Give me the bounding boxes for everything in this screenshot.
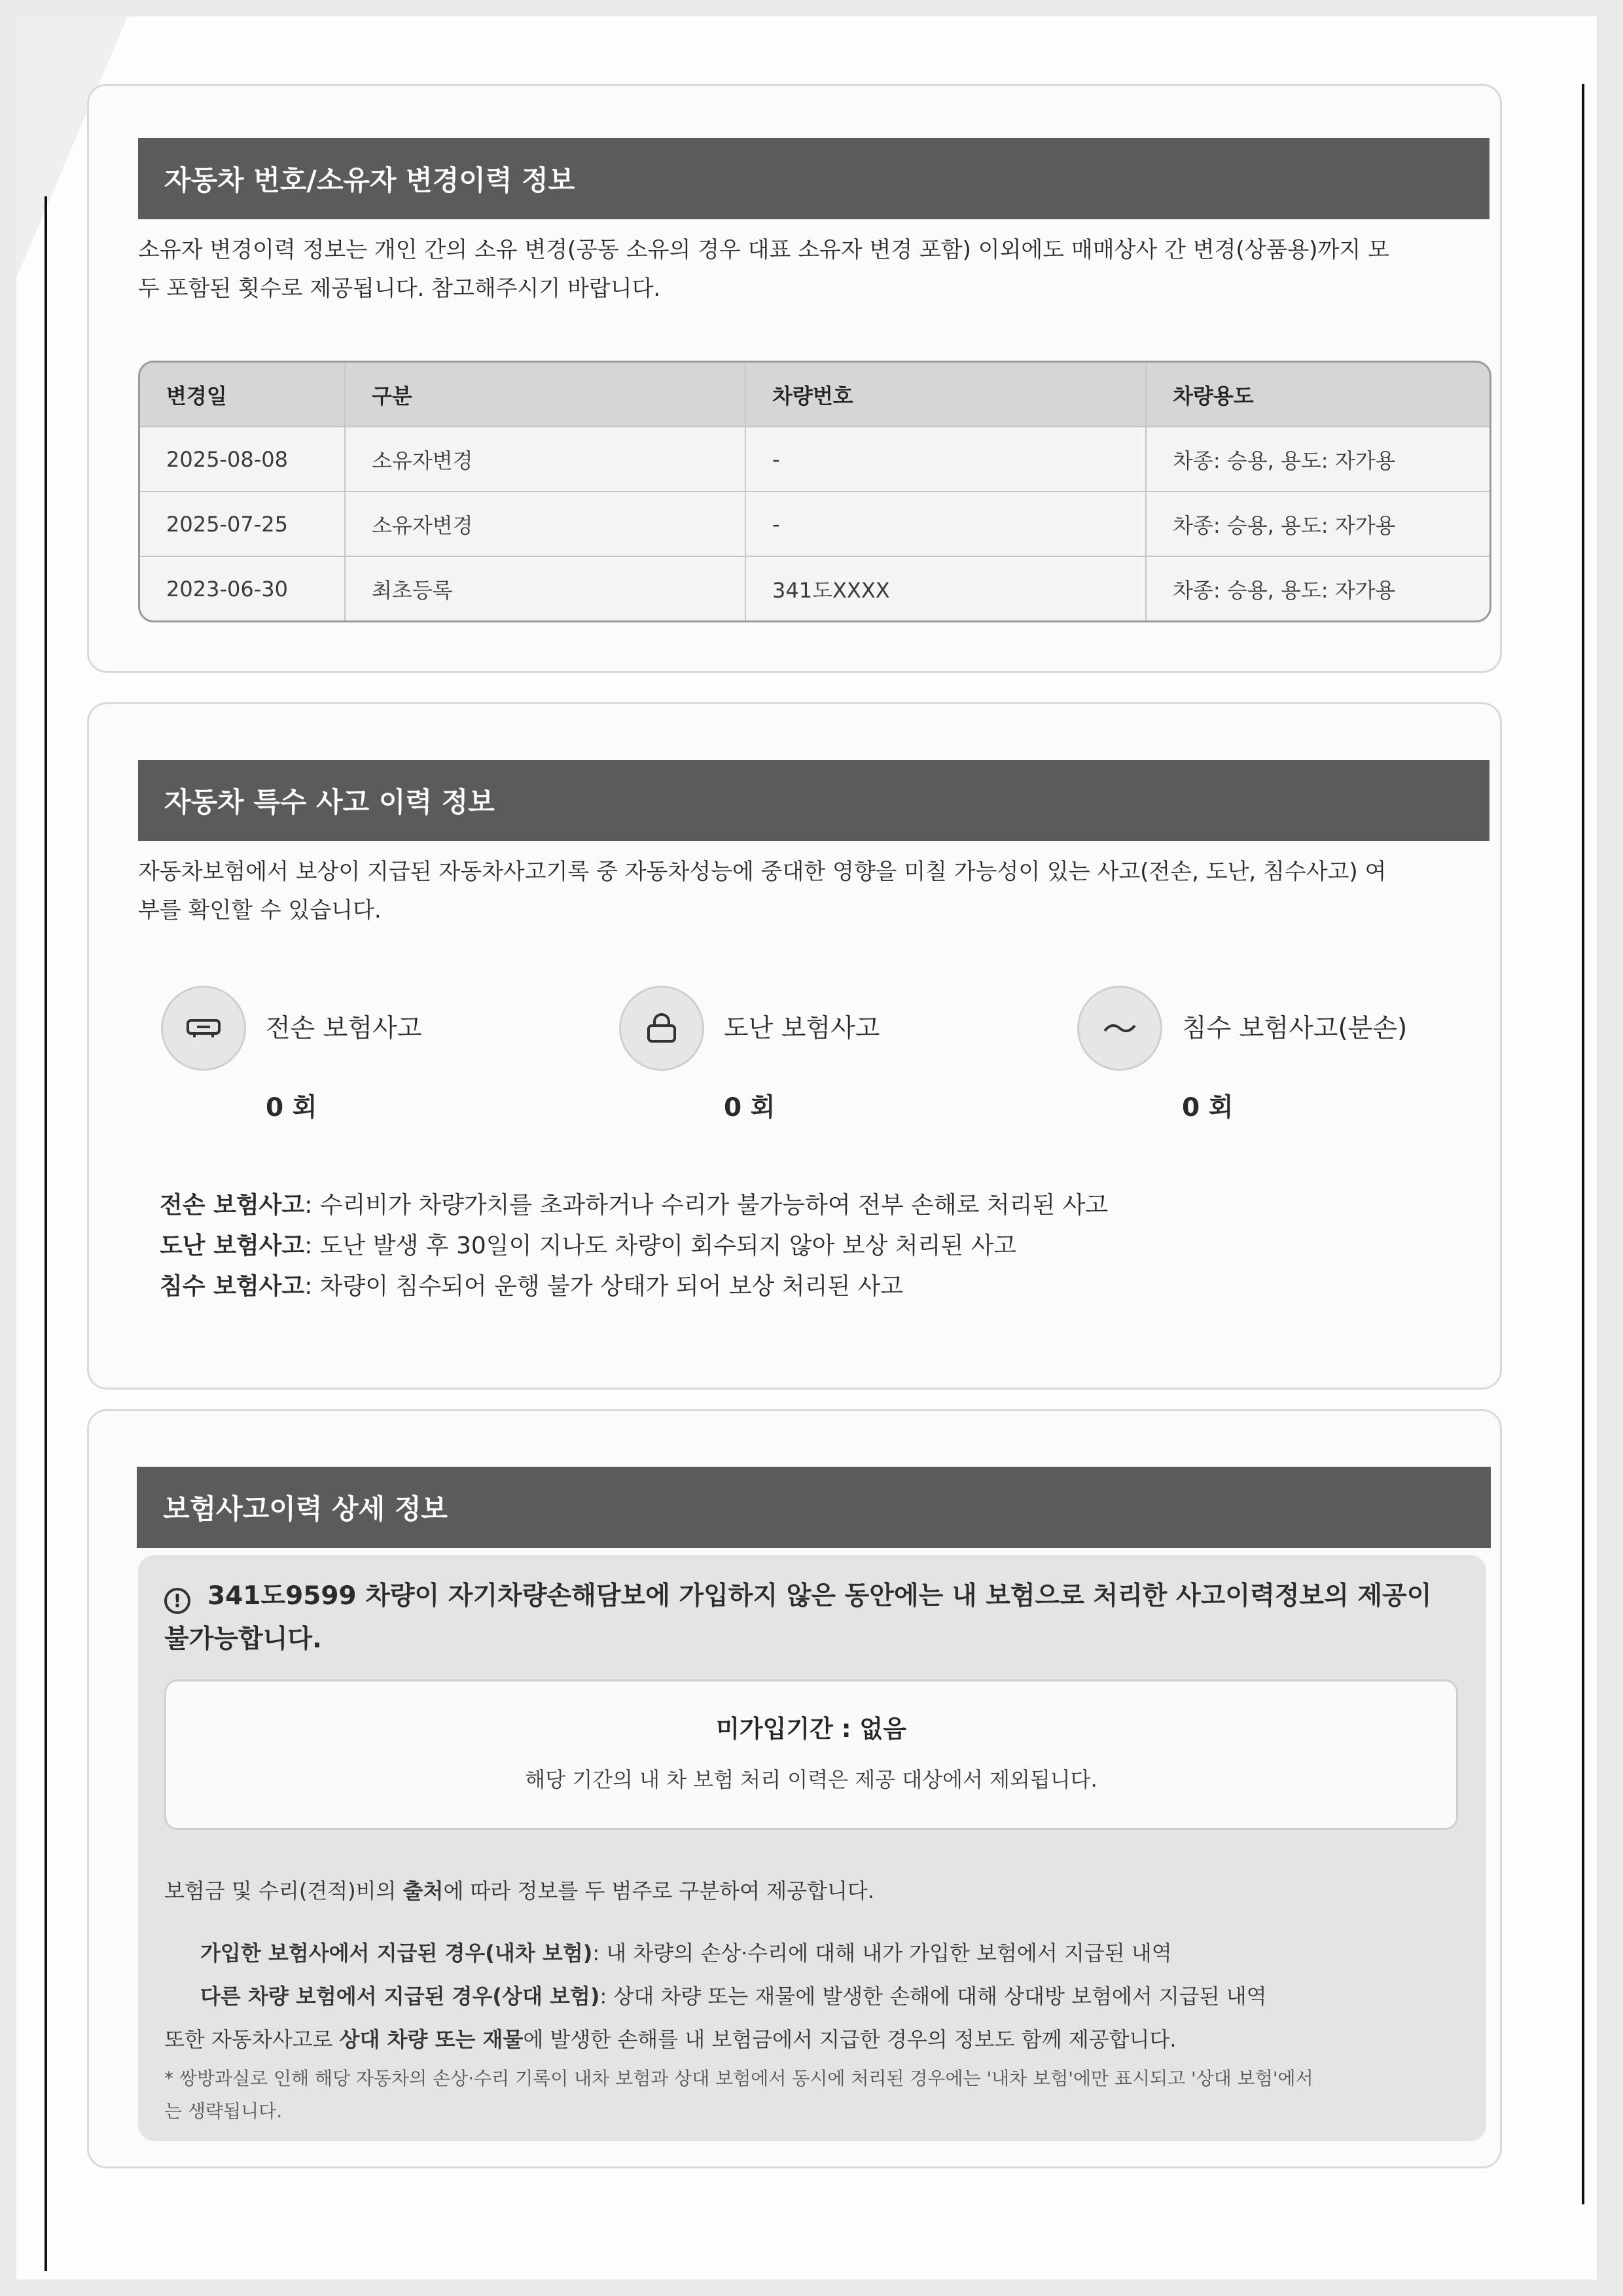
- cell-type: 소유자변경: [344, 492, 745, 556]
- table-header-row: [140, 363, 1489, 426]
- explain-emphasis: 다른 차량 보험에서 지급된 경우(상대 보험): [200, 1984, 600, 2009]
- footnote-line: 는 생략됩니다.: [164, 2100, 283, 2122]
- stat-count: 0 회: [1182, 1093, 1234, 1122]
- intro-line: 소유자 변경이력 정보는 개인 간의 소유 변경(공동 소유의 경우 대표 소유자 변경 포함) 이외에도 매매상사 간 변경(상품용)까지 모: [138, 237, 1389, 263]
- header-plate: 차량번호: [745, 363, 1145, 426]
- wave-icon: [1077, 986, 1162, 1071]
- cell-usage: 차종: 승용, 용도: 자가용: [1145, 557, 1489, 620]
- section-title: [138, 760, 1489, 841]
- notice-text: [164, 1575, 1447, 1661]
- footnote-line: * 쌍방과실로 인해 해당 자동차의 손상·수리 기록이 내차 보험과 상대 보험에서 동시에 처리된 경우에는 '내차 보험'에만 표시되고 '상대 보험'에서: [164, 2068, 1313, 2089]
- special-accident-card: [87, 702, 1502, 1390]
- insurance-detail-card: [87, 1409, 1502, 2168]
- section-intro: [138, 853, 1489, 930]
- intro-line: 자동차보험에서 보상이 지급된 자동차사고기록 중 자동차성능에 중대한 영향을 미칠 가능성이 있는 사고(전손, 도난, 침수사고) 여: [138, 859, 1387, 885]
- header-date: 변경일: [166, 383, 227, 408]
- header-usage: 차량용도: [1145, 363, 1489, 426]
- explain-line: [164, 2018, 1460, 2061]
- notice-line: 불가능합니다.: [164, 1624, 322, 1654]
- cell-usage: 차종: 승용, 용도: 자가용: [1145, 492, 1489, 556]
- cell-date: 2025-07-25: [166, 511, 288, 537]
- cell-plate: -: [745, 427, 1145, 491]
- info-icon: !: [164, 1588, 190, 1614]
- explain-emphasis: 출처: [402, 1878, 444, 1903]
- definition-desc: : 차량이 침수되어 운행 불가 상태가 되어 보상 처리된 사고: [304, 1273, 904, 1300]
- stat-label: 도난 보험사고: [724, 1014, 880, 1043]
- definition-term: 전손 보험사고: [160, 1192, 305, 1219]
- section-title-text: 보험사고이력 상세 정보: [163, 1493, 448, 1525]
- ownership-history-card: [87, 84, 1502, 673]
- stat-count: 0 회: [724, 1093, 776, 1122]
- table-row: [140, 556, 1489, 620]
- cell-usage: 차종: 승용, 용도: 자가용: [1145, 427, 1489, 491]
- definition-item: [160, 1226, 1108, 1266]
- intro-line: 두 포함된 횟수로 제공됩니다. 참고해주시기 바랍니다.: [138, 276, 661, 302]
- period-desc: 해당 기간의 내 차 보험 처리 이력은 제공 대상에서 제외됩니다.: [525, 1767, 1097, 1792]
- stat-label: 침수 보험사고(분손): [1182, 1014, 1408, 1043]
- definition-term: 도난 보험사고: [160, 1232, 305, 1259]
- table-row: [140, 426, 1489, 491]
- explain-text: 보험금 및 수리(견적)비의: [164, 1878, 403, 1903]
- cell-type: 소유자변경: [344, 427, 745, 491]
- notice-box: [138, 1555, 1486, 2141]
- total-loss-icon: [161, 986, 246, 1071]
- section-intro: [138, 231, 1489, 308]
- stat-count: 0 회: [266, 1093, 317, 1122]
- period-title: 미가입기간 : 없음: [716, 1715, 906, 1743]
- explain-line: [200, 1931, 1460, 1975]
- explain-text: 에 따라 정보를 두 범주로 구분하여 제공합니다.: [443, 1878, 874, 1903]
- explain-emphasis: 가입한 보험사에서 지급된 경우(내차 보험): [200, 1941, 593, 1965]
- cell-plate: -: [745, 492, 1145, 556]
- cell-date: 2023-06-30: [166, 576, 288, 601]
- stat-total-loss: [161, 986, 527, 1143]
- stat-label: 전손 보험사고: [266, 1014, 422, 1043]
- explain-line: [200, 1975, 1460, 2018]
- intro-line: 부를 확인할 수 있습니다.: [138, 897, 382, 924]
- definition-item: [160, 1266, 1108, 1307]
- accident-definitions: [160, 1185, 1108, 1307]
- definition-term: 침수 보험사고: [160, 1273, 305, 1300]
- footnote: [164, 2062, 1454, 2128]
- stat-theft: [619, 986, 986, 1143]
- scan-edge-right: [1582, 84, 1584, 2204]
- ownership-table: [138, 361, 1491, 622]
- explain-text: 에 발생한 손해를 내 보험금에서 지급한 경우의 정보도 함께 제공합니다.: [523, 2027, 1177, 2052]
- cell-type: 최초등록: [344, 557, 745, 620]
- unsubscribed-period-box: [164, 1679, 1458, 1830]
- header-type: 구분: [344, 363, 745, 426]
- cell-plate: 341도XXXX: [745, 557, 1145, 620]
- definition-desc: : 수리비가 차량가치를 초과하거나 수리가 불가능하여 전부 손해로 처리된 사고: [304, 1192, 1109, 1219]
- section-title: [137, 1467, 1491, 1548]
- explain-text: 또한 자동차사고로: [164, 2027, 340, 2052]
- section-title-text: 자동차 번호/소유자 변경이력 정보: [164, 164, 575, 196]
- explain-text: : 내 차량의 손상·수리에 대해 내가 가입한 보험에서 지급된 내역: [592, 1941, 1172, 1965]
- table-row: [140, 491, 1489, 556]
- section-title-text: 자동차 특수 사고 이력 정보: [164, 786, 495, 818]
- definition-desc: : 도난 발생 후 30일이 지나도 차량이 회수되지 않아 보상 처리된 사고: [304, 1232, 1017, 1259]
- explain-emphasis: 상대 차량 또는 재물: [339, 2027, 524, 2052]
- scan-edge-left: [45, 196, 47, 2271]
- stat-flood: [1077, 986, 1444, 1143]
- explain-text: : 상대 차량 또는 재물에 발생한 손해에 대해 상대방 보험에서 지급된 내역: [599, 1984, 1267, 2009]
- notice-line-text: 341도9599 차량이 자기차량손해담보에 가입하지 않은 동안에는 내 보험으로 처리한 사고이력정보의 제공이: [207, 1581, 1432, 1611]
- section-title: [138, 138, 1489, 219]
- lock-icon: [619, 986, 704, 1071]
- cell-date: 2025-08-08: [166, 446, 288, 472]
- explain-line: [164, 1869, 1460, 1912]
- definition-item: [160, 1185, 1108, 1226]
- notice-line: [164, 1575, 1447, 1618]
